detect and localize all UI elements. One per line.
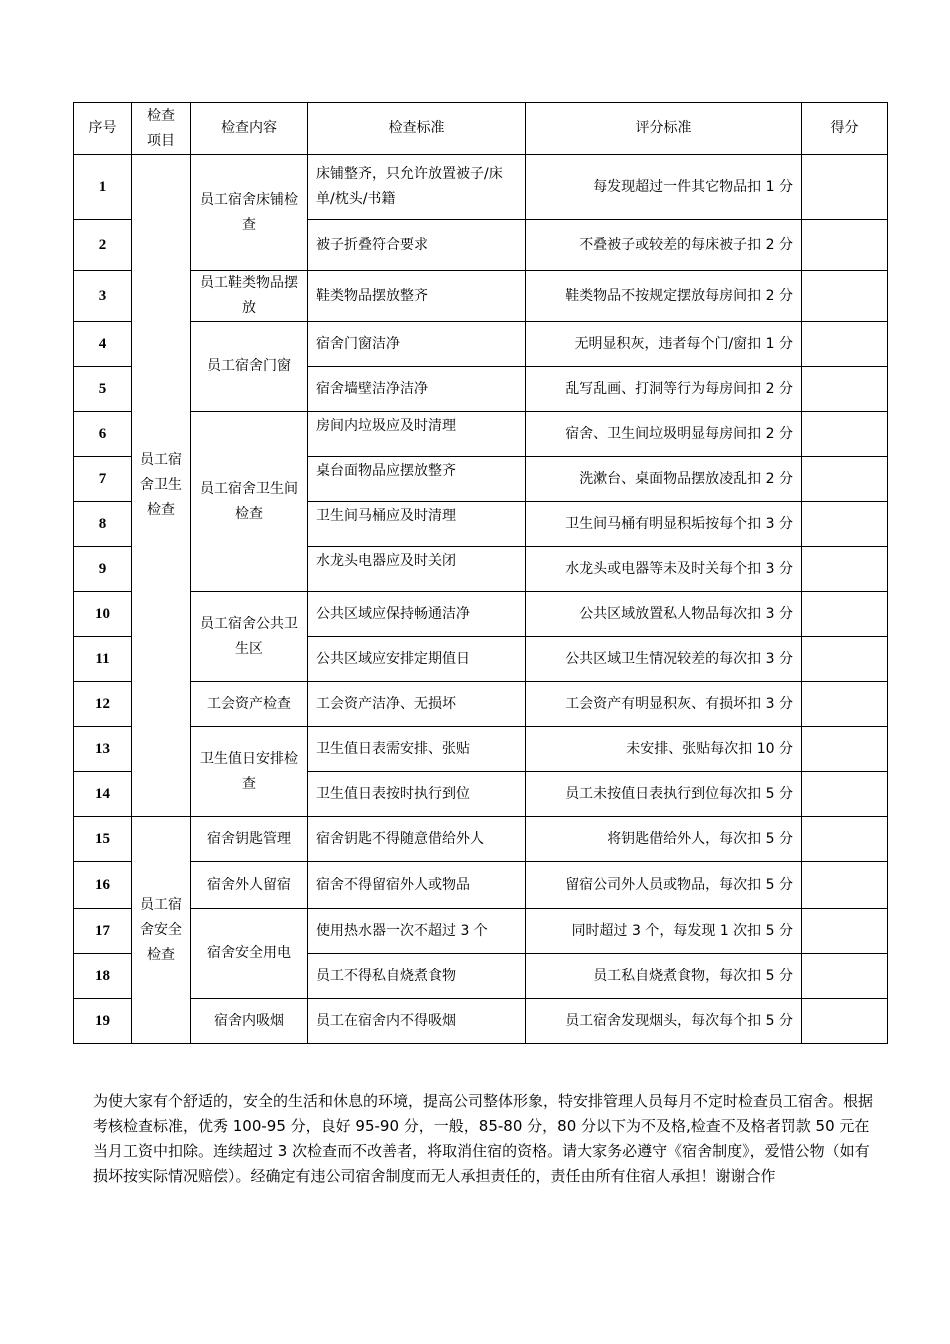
table-row [74,592,888,637]
row-number: 5 [74,367,132,412]
table-row [74,682,888,727]
inspection-table [73,102,888,1044]
scoring-rule: 鞋类物品不按规定摆放每房间扣 2 分 [526,271,802,322]
header-project: 检查项目 [132,103,191,155]
check-standard: 宿舍钥匙不得随意借给外人 [308,817,526,862]
scoring-rule: 留宿公司外人员或物品，每次扣 5 分 [526,862,802,909]
table-row [74,412,888,457]
row-number: 9 [74,547,132,592]
check-standard: 员工不得私自烧煮食物 [308,954,526,999]
table-row [74,999,888,1044]
header-score: 得分 [802,103,888,155]
row-number: 4 [74,322,132,367]
check-content: 员工宿舍卫生间检查 [191,412,308,592]
scoring-rule: 同时超过 3 个，每发现 1 次扣 5 分 [526,909,802,954]
table-row [74,862,888,909]
score-cell[interactable] [802,637,888,682]
score-cell[interactable] [802,772,888,817]
check-content: 员工鞋类物品摆放 [191,271,308,322]
score-cell[interactable] [802,457,888,502]
row-number: 15 [74,817,132,862]
row-number: 19 [74,999,132,1044]
check-standard: 宿舍墙壁洁净洁净 [308,367,526,412]
check-standard: 鞋类物品摆放整齐 [308,271,526,322]
scoring-rule: 公共区域放置私人物品每次扣 3 分 [526,592,802,637]
table-row [74,817,888,862]
scoring-rule: 员工私自烧煮食物，每次扣 5 分 [526,954,802,999]
check-standard: 桌台面物品应摆放整齐 [308,457,526,502]
score-cell[interactable] [802,155,888,220]
row-number: 18 [74,954,132,999]
scoring-rule: 乱写乱画、打洞等行为每房间扣 2 分 [526,367,802,412]
check-content: 宿舍钥匙管理 [191,817,308,862]
row-number: 8 [74,502,132,547]
scoring-rule: 水龙头或电器等未及时关每个扣 3 分 [526,547,802,592]
row-number: 2 [74,220,132,271]
row-number: 3 [74,271,132,322]
row-number: 12 [74,682,132,727]
table-row [74,727,888,772]
scoring-rule: 员工宿舍发现烟头，每次每个扣 5 分 [526,999,802,1044]
row-number: 17 [74,909,132,954]
category-safety: 员工宿舍安全检查 [132,817,191,1044]
score-cell[interactable] [802,954,888,999]
scoring-rule: 宿舍、卫生间垃圾明显每房间扣 2 分 [526,412,802,457]
score-cell[interactable] [802,271,888,322]
row-number: 6 [74,412,132,457]
check-content: 工会资产检查 [191,682,308,727]
check-standard: 床铺整齐，只允许放置被子/床单/枕头/书籍 [308,155,526,220]
header-content: 检查内容 [191,103,308,155]
scoring-rule: 未安排、张贴每次扣 10 分 [526,727,802,772]
check-content: 宿舍内吸烟 [191,999,308,1044]
scoring-rule: 洗漱台、桌面物品摆放凌乱扣 2 分 [526,457,802,502]
inspection-note: 为使大家有个舒适的，安全的生活和休息的环境，提高公司整体形象，特安排管理人员每月不定时检查员工宿舍。根据考核检查标准，优秀 100-95 分，良好 95-90 分，一般，85-80 分，80 分以下为不及格,检查不及格者罚款 50 元在当月工资中扣除。连续超过 3 次检查而不改善者，将取消住宿的资格。请大家务必遵守《宿舍制度》，爱惜公物（如有损坏按实际情况赔偿）。经确定有违公司宿舍制度而无人承担责任的，责任由所有住宿人承担！谢谢合作 [93,1092,874,1185]
check-standard: 被子折叠符合要求 [308,220,526,271]
check-content: 卫生值日安排检查 [191,727,308,817]
score-cell[interactable] [802,817,888,862]
score-cell[interactable] [802,367,888,412]
table-row [74,155,888,220]
header-rule: 评分标准 [526,103,802,155]
table-row [74,271,888,322]
score-cell[interactable] [802,727,888,772]
check-standard: 公共区域应保持畅通洁净 [308,592,526,637]
check-standard: 卫生值日表需安排、张贴 [308,727,526,772]
score-cell[interactable] [802,592,888,637]
scoring-rule: 每发现超过一件其它物品扣 1 分 [526,155,802,220]
check-content: 宿舍外人留宿 [191,862,308,909]
check-standard: 卫生间马桶应及时清理 [308,502,526,547]
scoring-rule: 公共区域卫生情况较差的每次扣 3 分 [526,637,802,682]
scoring-rule: 不叠被子或较差的每床被子扣 2 分 [526,220,802,271]
score-cell[interactable] [802,502,888,547]
check-standard: 宿舍门窗洁净 [308,322,526,367]
row-number: 10 [74,592,132,637]
score-cell[interactable] [802,220,888,271]
row-number: 13 [74,727,132,772]
score-cell[interactable] [802,999,888,1044]
score-cell[interactable] [802,682,888,727]
check-standard: 公共区域应安排定期值日 [308,637,526,682]
check-content: 员工宿舍床铺检查 [191,155,308,271]
scoring-rule: 将钥匙借给外人，每次扣 5 分 [526,817,802,862]
score-cell[interactable] [802,322,888,367]
check-standard: 房间内垃圾应及时清理 [308,412,526,457]
check-standard: 工会资产洁净、无损坏 [308,682,526,727]
row-number: 7 [74,457,132,502]
header-row [74,103,888,155]
header-standard: 检查标准 [308,103,526,155]
score-cell[interactable] [802,862,888,909]
row-number: 14 [74,772,132,817]
check-content: 员工宿舍公共卫生区 [191,592,308,682]
row-number: 11 [74,637,132,682]
table-row [74,322,888,367]
category-hygiene: 员工宿舍卫生检查 [132,155,191,817]
check-content: 宿舍安全用电 [191,909,308,999]
score-cell[interactable] [802,412,888,457]
scoring-rule: 工会资产有明显积灰、有损坏扣 3 分 [526,682,802,727]
check-standard: 使用热水器一次不超过 3 个 [308,909,526,954]
score-cell[interactable] [802,909,888,954]
scoring-rule: 无明显积灰，违者每个门/窗扣 1 分 [526,322,802,367]
check-standard: 水龙头电器应及时关闭 [308,547,526,592]
check-standard: 员工在宿舍内不得吸烟 [308,999,526,1044]
check-standard: 宿舍不得留宿外人或物品 [308,862,526,909]
check-standard: 卫生值日表按时执行到位 [308,772,526,817]
row-number: 16 [74,862,132,909]
scoring-rule: 卫生间马桶有明显积垢按每个扣 3 分 [526,502,802,547]
row-number: 1 [74,155,132,220]
score-cell[interactable] [802,547,888,592]
check-content: 员工宿舍门窗 [191,322,308,412]
header-no: 序号 [74,103,132,155]
table-row [74,909,888,954]
scoring-rule: 员工未按值日表执行到位每次扣 5 分 [526,772,802,817]
